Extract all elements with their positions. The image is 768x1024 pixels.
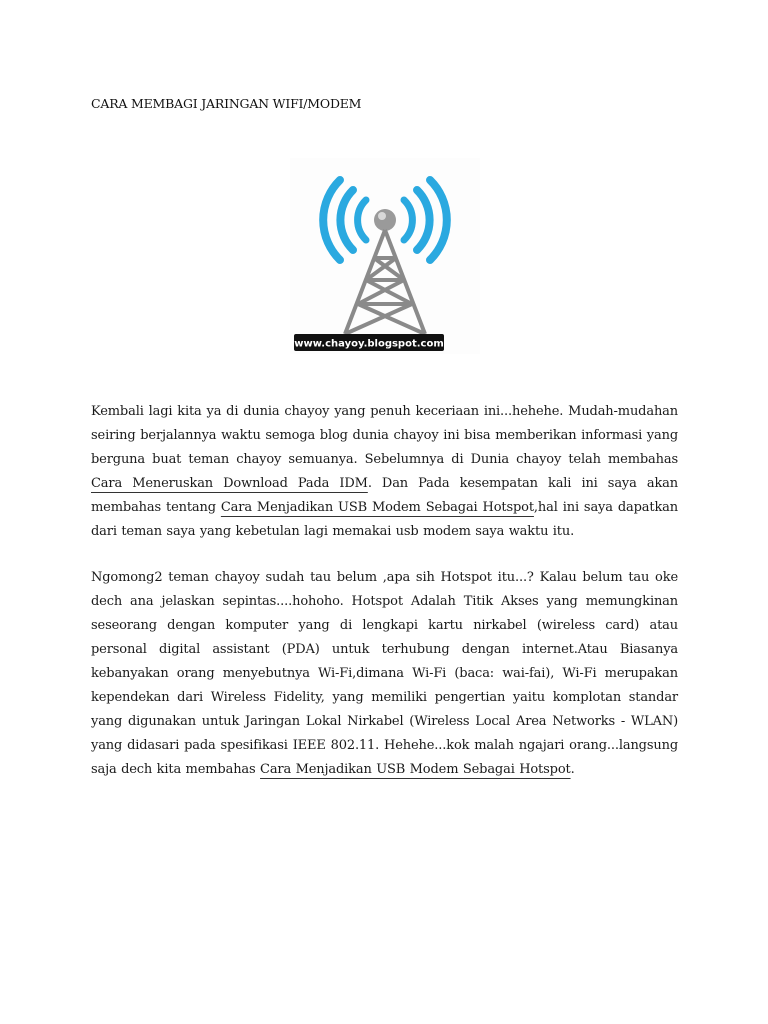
link-usb-modem-hotspot-2[interactable]: Cara Menjadikan USB Modem Sebagai Hotspot bbox=[260, 762, 571, 777]
paragraph-intro bbox=[91, 400, 678, 544]
paragraph-text: . Dan Pada kesempatan kali ini saya akan membahas tentang bbox=[91, 476, 678, 515]
paragraph-text: Kembali lagi kita ya di dunia chayoy yang penuh keceriaan ini...hehehe. Mudah-mudahan seiring berjalannya waktu semoga blog dunia chayoy ini bisa memberikan informasi yang berguna buat teman chayoy semuanya. Sebelumnya di Dunia chayoy telah membahas bbox=[91, 404, 678, 467]
paragraph-text: Ngomong2 teman chayoy sudah tau belum ,apa sih Hotspot itu...? Kalau belum tau oke dech ana jelaskan sepintas....hohoho. Hotspot Adalah Titik Akses yang memungkinan seseorang dengan komputer yang di lengkapi kartu nirkabel (wireless card) atau personal digital assistant (PDA) untuk terhubung dengan internet.Atau Biasanya kebanyakan orang menyebutnya Wi-Fi,dimana Wi-Fi (baca: wai-fai), Wi-Fi merupakan kependekan dari Wireless Fidelity, yang memiliki pengertian yaitu komplotan standar yang digunakan untuk Jaringan Lokal Nirkabel (Wireless Local Area Networks - WLAN) yang didasari pada spesifikasi IEEE 802.11. Hehehe...kok malah ngajari orang...langsung saja dech kita membahas bbox=[91, 570, 678, 777]
wifi-tower-image bbox=[290, 158, 480, 354]
image-caption: www.chayoy.blogspot.com bbox=[294, 338, 444, 350]
document-title: CARA MEMBAGI JARINGAN WIFI/MODEM bbox=[91, 96, 362, 111]
link-idm-download[interactable]: Cara Meneruskan Download Pada IDM bbox=[91, 476, 368, 491]
paragraph-hotspot bbox=[91, 566, 678, 782]
paragraph-text: . bbox=[570, 762, 575, 777]
paragraph-text: ,hal ini saya dapatkan dari teman saya yang kebetulan lagi memakai usb modem saya waktu itu. bbox=[91, 500, 678, 539]
link-usb-modem-hotspot[interactable]: Cara Menjadikan USB Modem Sebagai Hotspot bbox=[220, 500, 534, 515]
wifi-tower-icon bbox=[290, 158, 480, 354]
